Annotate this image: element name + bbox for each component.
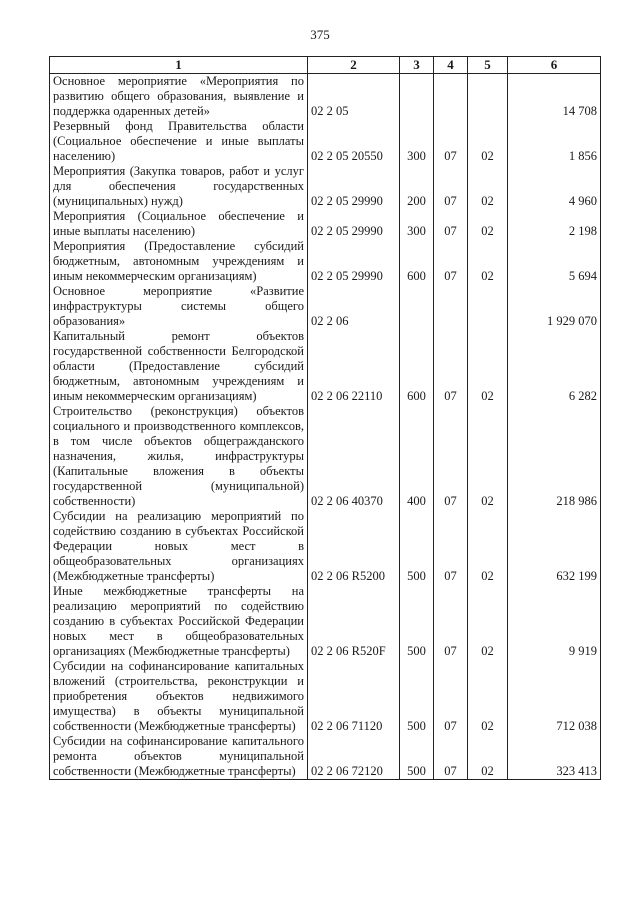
row-expense-type: 600	[400, 239, 434, 284]
table-row	[50, 209, 601, 239]
row-expense-type: 500	[400, 584, 434, 659]
row-expense-type: 400	[400, 404, 434, 509]
row-subsection: 02	[468, 404, 508, 509]
table-row	[50, 584, 601, 659]
row-code: 02 2 06 22110	[308, 329, 400, 404]
row-section: 07	[434, 209, 468, 239]
row-sum: 632 199	[508, 509, 601, 584]
row-name: Строительство (реконструкция) объектов социального и производственного комплексов, в том числе объектов общегражданского назначения, жилья, инфраструктуры (Капитальные вложения в объекты государственной (муниципальной) собственности)	[50, 404, 308, 509]
row-expense-type: 300	[400, 119, 434, 164]
table-row	[50, 284, 601, 329]
row-section: 07	[434, 239, 468, 284]
row-expense-type: 300	[400, 209, 434, 239]
row-section	[434, 284, 468, 329]
row-section	[434, 74, 468, 120]
row-section: 07	[434, 659, 468, 734]
row-subsection: 02	[468, 209, 508, 239]
row-name: Основное мероприятие «Мероприятия по развитию общего образования, выявление и поддержка одаренных детей»	[50, 74, 308, 120]
row-name: Иные межбюджетные трансферты на реализацию мероприятий по содействию созданию в субъектах Российской Федерации новых мест в общеобразовательных организациях (Межбюджетные трансферты)	[50, 584, 308, 659]
row-expense-type: 500	[400, 509, 434, 584]
header-col-4: 4	[434, 57, 468, 74]
row-name: Мероприятия (Закупка товаров, работ и услуг для обеспечения государственных (муниципальных) нужд)	[50, 164, 308, 209]
header-col-2: 2	[308, 57, 400, 74]
row-code: 02 2 05 20550	[308, 119, 400, 164]
row-section: 07	[434, 119, 468, 164]
row-name: Субсидии на софинансирование капитальных вложений (строительства, реконструкции и приобретения объектов недвижимого имущества) в объекты муниципальной собственности (Межбюджетные трансферты)	[50, 659, 308, 734]
row-sum: 14 708	[508, 74, 601, 120]
row-code: 02 2 05 29990	[308, 164, 400, 209]
row-code: 02 2 06 R520F	[308, 584, 400, 659]
row-section: 07	[434, 734, 468, 780]
row-name: Мероприятия (Социальное обеспечение и иные выплаты населению)	[50, 209, 308, 239]
table-row	[50, 734, 601, 780]
row-name: Субсидии на софинансирование капитального ремонта объектов муниципальной собственности (Межбюджетные трансферты)	[50, 734, 308, 780]
row-expense-type	[400, 74, 434, 120]
row-subsection: 02	[468, 734, 508, 780]
table-row	[50, 404, 601, 509]
header-col-1: 1	[50, 57, 308, 74]
page-number: 375	[310, 27, 330, 42]
row-subsection: 02	[468, 329, 508, 404]
header-col-5: 5	[468, 57, 508, 74]
row-subsection	[468, 284, 508, 329]
table-row	[50, 119, 601, 164]
row-code: 02 2 05	[308, 74, 400, 120]
row-name: Субсидии на реализацию мероприятий по содействию созданию в субъектах Российской Федерации новых мест в общеобразовательных организациях (Межбюджетные трансферты)	[50, 509, 308, 584]
row-subsection: 02	[468, 119, 508, 164]
header-col-6: 6	[508, 57, 601, 74]
row-name: Основное мероприятие «Развитие инфраструктуры системы общего образования»	[50, 284, 308, 329]
row-sum: 2 198	[508, 209, 601, 239]
row-sum: 4 960	[508, 164, 601, 209]
row-code: 02 2 06	[308, 284, 400, 329]
row-code: 02 2 06 71120	[308, 659, 400, 734]
row-subsection: 02	[468, 509, 508, 584]
row-subsection: 02	[468, 584, 508, 659]
row-section: 07	[434, 164, 468, 209]
row-name: Мероприятия (Предоставление субсидий бюджетным, автономным учреждениям и иным некоммерческим организациям)	[50, 239, 308, 284]
row-sum: 323 413	[508, 734, 601, 780]
row-subsection	[468, 74, 508, 120]
row-code: 02 2 06 R5200	[308, 509, 400, 584]
row-subsection: 02	[468, 659, 508, 734]
table-row	[50, 74, 601, 120]
row-name: Резервный фонд Правительства области (Социальное обеспечение и иные выплаты населению)	[50, 119, 308, 164]
row-sum: 5 694	[508, 239, 601, 284]
table-row	[50, 239, 601, 284]
row-code: 02 2 06 72120	[308, 734, 400, 780]
row-expense-type: 500	[400, 659, 434, 734]
row-sum: 1 856	[508, 119, 601, 164]
row-subsection: 02	[468, 164, 508, 209]
table-row	[50, 509, 601, 584]
row-expense-type: 500	[400, 734, 434, 780]
row-subsection: 02	[468, 239, 508, 284]
table-header-row	[50, 57, 601, 74]
row-section: 07	[434, 584, 468, 659]
row-section: 07	[434, 329, 468, 404]
row-section: 07	[434, 509, 468, 584]
row-expense-type: 600	[400, 329, 434, 404]
row-name: Капитальный ремонт объектов государственной собственности Белгородской области (Предоставление субсидий бюджетным, автономным учреждениям и иным некоммерческим организациям)	[50, 329, 308, 404]
row-code: 02 2 05 29990	[308, 239, 400, 284]
row-expense-type: 200	[400, 164, 434, 209]
budget-table	[49, 56, 601, 780]
header-col-3: 3	[400, 57, 434, 74]
row-code: 02 2 05 29990	[308, 209, 400, 239]
table-row	[50, 659, 601, 734]
row-sum: 218 986	[508, 404, 601, 509]
row-sum: 1 929 070	[508, 284, 601, 329]
row-sum: 9 919	[508, 584, 601, 659]
row-expense-type	[400, 284, 434, 329]
row-section: 07	[434, 404, 468, 509]
table-row	[50, 164, 601, 209]
row-code: 02 2 06 40370	[308, 404, 400, 509]
row-sum: 712 038	[508, 659, 601, 734]
row-sum: 6 282	[508, 329, 601, 404]
table-row	[50, 329, 601, 404]
